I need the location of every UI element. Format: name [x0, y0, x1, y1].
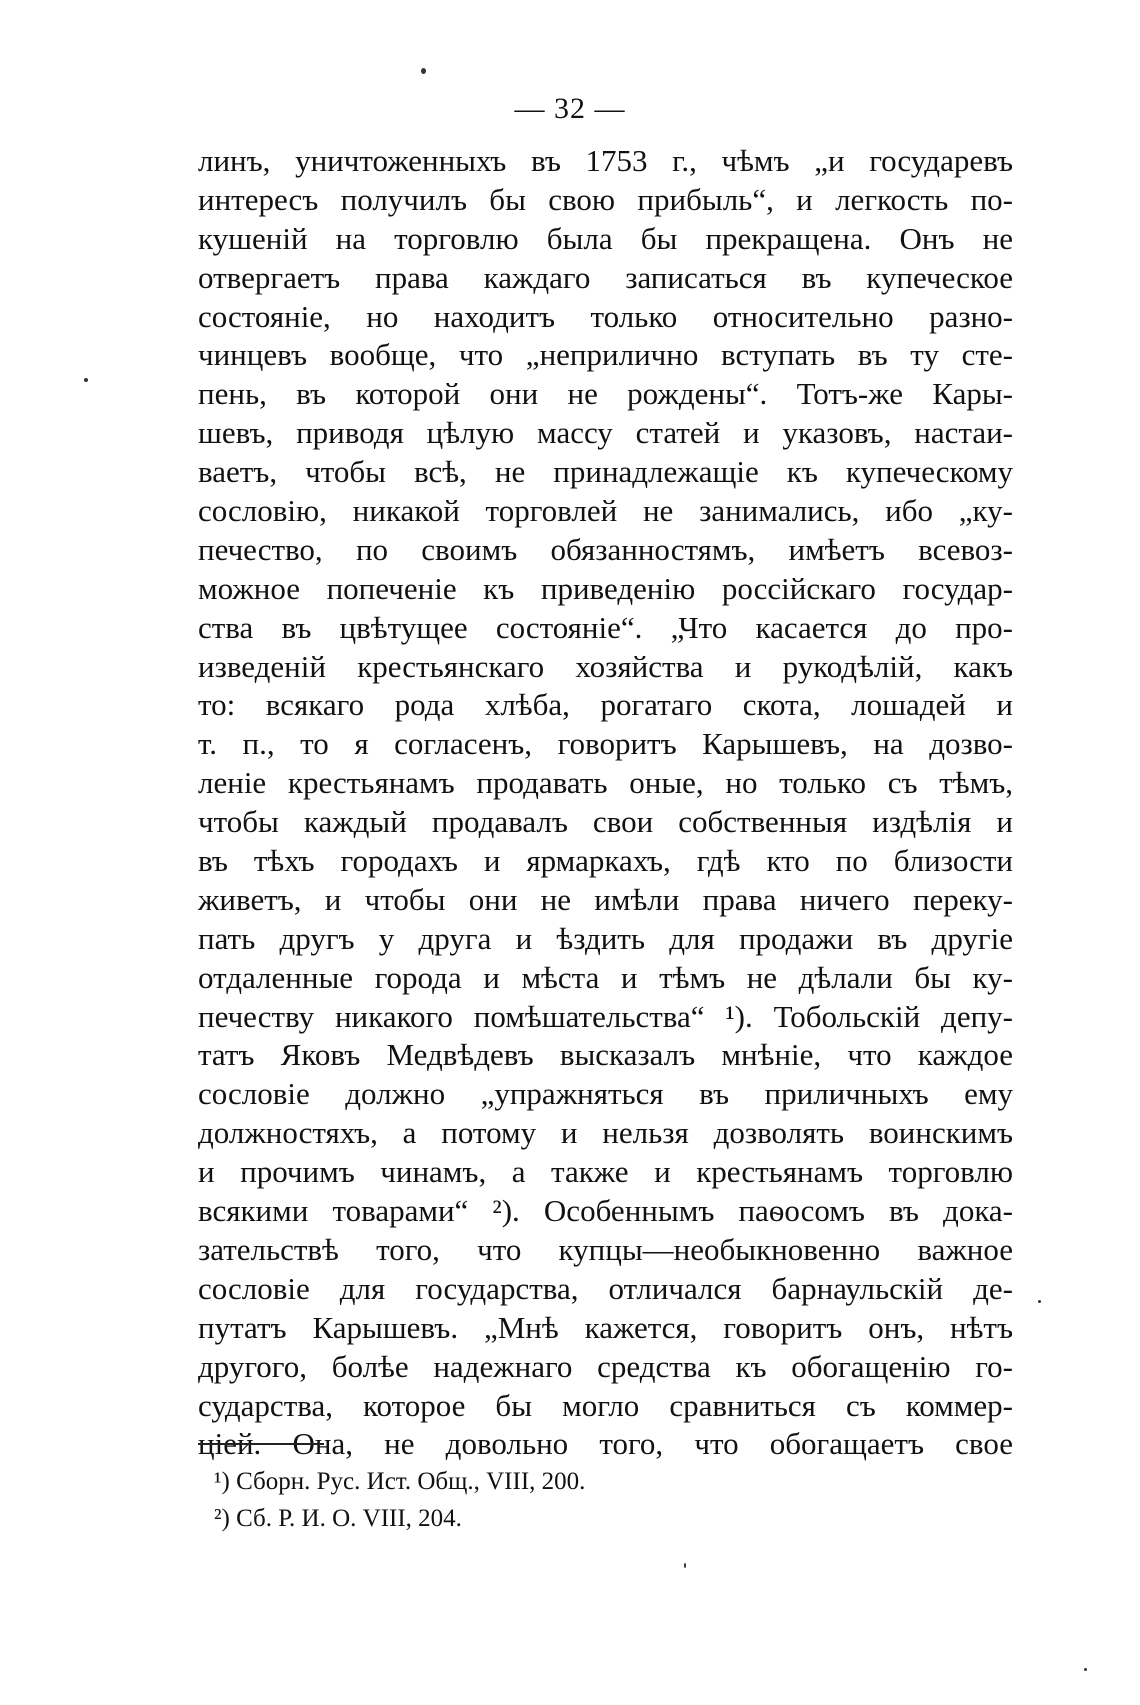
- text-line: другого, болѣе надежнаго средства къ обогащенію го-: [198, 1348, 1013, 1384]
- footnote: ²) Сб. Р. И. О. VIII, 204.: [214, 1505, 462, 1532]
- print-speck: [84, 378, 88, 382]
- text-line: сословіе для государства, отличался барнаульскій де-: [198, 1270, 1013, 1306]
- text-line: леніе крестьянамъ продавать оные, но только съ тѣмъ,: [198, 765, 1013, 801]
- text-line: ства въ цвѣтущее состояніе“. „Что касается до про-: [198, 609, 1013, 645]
- page-number: — 32 —: [514, 92, 626, 125]
- text-line: путатъ Карышевъ. „Мнѣ кажется, говоритъ онъ, нѣтъ: [198, 1309, 1013, 1345]
- text-line: изведеній крестьянскаго хозяйства и рукодѣлій, какъ: [198, 648, 1013, 684]
- footnotes: [214, 1463, 994, 1537]
- text-line: сословіе должно „упражняться въ приличныхъ ему: [198, 1076, 1013, 1112]
- footnote-divider: [198, 1443, 324, 1445]
- text-line: интересъ получилъ бы свою прибыль“, и легкость по-: [198, 181, 1013, 217]
- text-line: сословію, никакой торговлей не занимались, ибо „ку-: [198, 493, 1013, 529]
- text-line: ціей. Она, не довольно того, что обогащаетъ свое: [198, 1426, 1013, 1462]
- text-line: печество, по своимъ обязанностямъ, имѣетъ всевоз-: [198, 531, 1013, 567]
- text-line: т. п., то я согласенъ, говоритъ Карышевъ, на дозво-: [198, 726, 1013, 762]
- text-line: татъ Яковъ Медвѣдевъ высказалъ мнѣніе, что каждое: [198, 1037, 1013, 1073]
- text-line: зательствѣ того, что купцы—необыкновенно важное: [198, 1231, 1013, 1267]
- text-line: всякими товарами“ ²). Особеннымъ паѳосомъ въ дока-: [198, 1193, 1013, 1229]
- text-line: живетъ, и чтобы они не имѣли права ничего переку-: [198, 881, 1013, 917]
- text-line: пать другъ у друга и ѣздить для продажи въ другіе: [198, 920, 1013, 956]
- text-line: кушеній на торговлю была бы прекращена. Онъ не: [198, 220, 1013, 256]
- text-line: и прочимъ чинамъ, а также и крестьянамъ торговлю: [198, 1154, 1013, 1190]
- text-line: печеству никакого помѣшательства“ ¹). Тобольскій депу-: [198, 998, 1013, 1034]
- text-line: можное попеченіе къ приведенію россійскаго государ-: [198, 570, 1013, 606]
- text-line: ваетъ, чтобы всѣ, не принадлежащіе къ купеческому: [198, 454, 1013, 490]
- text-line: то: всякаго рода хлѣба, рогатаго скота, лошадей и: [198, 687, 1013, 723]
- print-speck: [421, 68, 426, 74]
- text-line: сударства, которое бы могло сравниться съ коммер-: [198, 1387, 1013, 1423]
- text-line: чинцевъ вообще, что „неприлично вступать въ ту сте-: [198, 337, 1013, 373]
- text-line: пень, въ которой они не рождены“. Тотъ-же Кары-: [198, 376, 1013, 412]
- text-line: отдаленные города и мѣста и тѣмъ не дѣлали бы ку-: [198, 959, 1013, 995]
- text-line: въ тѣхъ городахъ и ярмаркахъ, гдѣ кто по близости: [198, 843, 1013, 879]
- print-speck: [1084, 1668, 1087, 1671]
- text-line: отвергаетъ права каждаго записаться въ купеческое: [198, 259, 1013, 295]
- body-text: [198, 142, 1013, 1464]
- text-line: должностяхъ, а потому и нельзя дозволять воинскимъ: [198, 1115, 1013, 1151]
- text-line: линъ, уничтоженныхъ въ 1753 г., чѣмъ „и государевъ: [198, 143, 1013, 178]
- footnote: ¹) Сборн. Рус. Ист. Общ., VIII, 200.: [214, 1468, 586, 1495]
- text-line: состояніе, но находитъ только относительно разно-: [198, 298, 1013, 334]
- print-speck: [684, 1563, 686, 1568]
- text-line: шевъ, приводя цѣлую массу статей и указовъ, настаи-: [198, 415, 1013, 451]
- print-speck: [1038, 1300, 1041, 1303]
- text-line: чтобы каждый продавалъ свои собственныя издѣлія и: [198, 804, 1013, 840]
